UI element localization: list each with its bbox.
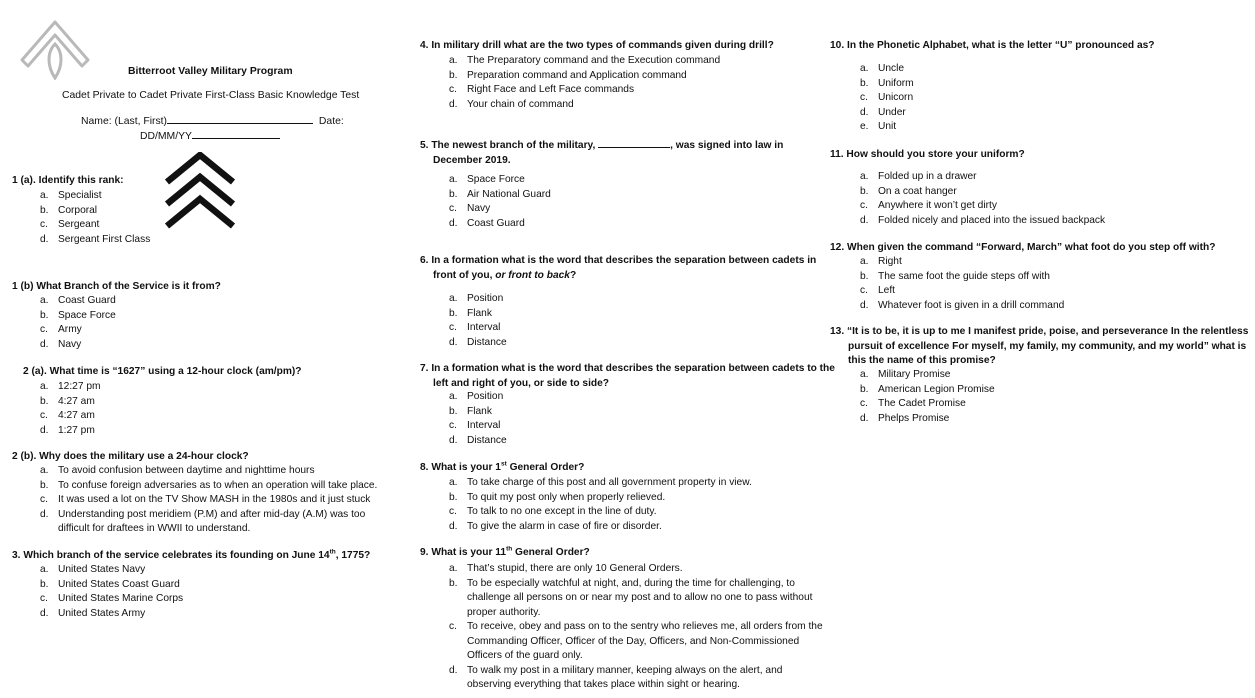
question-2b-options [40,464,410,537]
question-10-options [860,62,1060,135]
option[interactable]: b. Preparation command and Application command [449,69,789,84]
option[interactable]: a. Folded up in a drawer [860,170,1200,185]
ordinal-suffix: th [329,548,336,556]
option[interactable]: b. Flank [449,405,749,420]
question-8-text-end: General Order? [506,462,585,473]
option[interactable]: b. 4:27 am [40,395,240,410]
option[interactable]: d. United States Army [40,607,340,622]
question-13-options [860,368,1160,426]
question-5-text-end: , was signed into law in December 2019. [433,140,784,166]
option[interactable]: c. Sergeant [40,218,240,233]
option[interactable]: a. United States Navy [40,563,340,578]
question-7: 7. In a formation what is the word that describes the separation between cadets to the left and right of you, or side to side? [420,363,835,389]
cadet-private-insignia-icon [20,16,90,80]
option[interactable]: a. To take charge of this post and all government property in view. [449,476,809,491]
option[interactable]: c. Army [40,323,240,338]
option[interactable]: d. Under [860,106,1060,121]
question-6-text: 6. In a formation what is the word that describes the separation between cadets in front of you, [420,255,817,281]
option[interactable]: d. Distance [449,434,749,449]
option[interactable]: d. Whatever foot is given in a drill command [860,299,1200,314]
question-1b: 1 (b) What Branch of the Service is it from? [12,281,221,292]
test-title: Cadet Private to Cadet Private First-Class Basic Knowledge Test [62,90,360,101]
question-12: 12. When given the command “Forward, March” what foot do you step off with? [830,242,1216,253]
option[interactable]: b. Uniform [860,77,1060,92]
option[interactable]: d. Folded nicely and placed into the issued backpack [860,214,1200,229]
question-9-options [449,562,824,693]
ordinal-suffix: th [506,545,513,553]
option[interactable]: c. Left [860,284,1200,299]
question-8-options [449,476,809,534]
option[interactable]: c. Right Face and Left Face commands [449,83,789,98]
question-6 [420,254,835,283]
name-label: Name: (Last, First) [81,116,168,127]
option[interactable]: b. The same foot the guide steps off with [860,270,1200,285]
question-11: 11. How should you store your uniform? [830,149,1025,160]
option[interactable]: a. That’s stupid, there are only 10 General Orders. [449,562,824,577]
question-11-options [860,170,1200,228]
ordinal-suffix: st [500,460,507,468]
option[interactable]: c. It was used a lot on the TV Show MASH in the 1980s and it just stuck [40,493,410,508]
question-8-text: 8. What is your 1 [420,462,501,473]
option[interactable]: b. United States Coast Guard [40,578,340,593]
option[interactable]: a. The Preparatory command and the Execution command [449,54,789,69]
question-1a: 1 (a). Identify this rank: [12,175,124,186]
option[interactable]: c. Navy [449,202,749,217]
date-line [140,128,280,142]
option[interactable]: a. Position [449,390,749,405]
option[interactable]: a. Space Force [449,173,749,188]
option[interactable]: b. To confuse foreign adversaries as to when an operation will take place. [40,479,410,494]
option[interactable]: a. To avoid confusion between daytime and nighttime hours [40,464,410,479]
question-4: 4. In military drill what are the two types of commands given during drill? [420,40,774,51]
option[interactable]: b. To quit my post only when properly relieved. [449,491,809,506]
question-1a-options [40,189,240,247]
option[interactable]: a. Coast Guard [40,294,240,309]
question-3-options [40,563,340,621]
option[interactable]: d. Phelps Promise [860,412,1160,427]
blank-field[interactable] [598,137,670,148]
option[interactable]: d. Sergeant First Class [40,233,240,248]
question-3-text: 3. Which branch of the service celebrates its founding on June 14 [12,550,330,561]
option[interactable]: d. Navy [40,338,240,353]
option[interactable]: d. Coast Guard [449,217,749,232]
question-5-text: 5. The newest branch of the military, [420,140,599,151]
option[interactable]: a. Specialist [40,189,240,204]
question-7-options [449,390,749,448]
question-2b: 2 (b). Why does the military use a 24-hour clock? [12,451,249,462]
option[interactable]: c. Anywhere it won’t get dirty [860,199,1200,214]
option[interactable]: d. To give the alarm in case of fire or disorder. [449,520,809,535]
question-13: 13. “It is to be, it is up to me I manifest pride, poise, and perseverance In the relentless pursuit of excellence For myself, my family, my community, and my world” what is this the name of this promise? [830,326,1249,366]
question-5 [420,137,813,168]
question-8 [420,461,584,476]
question-6-text-end: ? [569,269,577,281]
option[interactable]: d. To walk my post in a military manner, keeping always on the alert, and observing everything that takes place within sight or hearing. [449,664,824,693]
question-9-text-end: General Order? [512,547,590,558]
option[interactable]: d. Your chain of command [449,98,789,113]
question-6-options [449,292,749,350]
name-line [81,113,344,127]
question-9 [420,546,590,561]
question-1b-options [40,294,240,352]
date-field[interactable] [192,128,280,139]
option[interactable]: b. On a coat hanger [860,185,1200,200]
question-12-options [860,255,1200,313]
option[interactable]: a. 12:27 pm [40,380,240,395]
option[interactable]: a. Right [860,255,1200,270]
option[interactable]: a. Uncle [860,62,1060,77]
option[interactable]: c. 4:27 am [40,409,240,424]
date-label: Date: [318,116,344,127]
option[interactable]: d. 1:27 pm [40,424,240,439]
name-field[interactable] [167,113,313,124]
question-6-italic: or front to back [495,269,570,281]
question-3-text-end: , 1775? [335,550,371,561]
option[interactable]: e. Unit [860,120,1060,135]
question-4-options [449,54,789,112]
option[interactable]: c. Unicorn [860,91,1060,106]
date-format: DD/MM/YY [140,131,192,142]
rank-insignia-logo [20,16,90,80]
question-2a: 2 (a). What time is “1627” using a 12-hour clock (am/pm)? [23,366,302,377]
option[interactable]: a. Position [449,292,749,307]
question-9-text: 9. What is your 11 [420,547,507,558]
option[interactable]: a. Military Promise [860,368,1160,383]
option[interactable]: c. To talk to no one except in the line of duty. [449,505,809,520]
question-2a-options [40,380,240,438]
option[interactable]: c. To receive, obey and pass on to the sentry who relieves me, all orders from the Commanding Officer, Officer of the Day, Officers, and Non-Commissioned Officers of the guard only. [449,620,824,664]
option[interactable]: b. American Legion Promise [860,383,1160,398]
option[interactable]: c. The Cadet Promise [860,397,1160,412]
option[interactable]: b. Flank [449,307,749,322]
option[interactable]: c. Interval [449,321,749,336]
option[interactable]: b. To be especially watchful at night, and, during the time for challenging, to challenge all persons on or near my post and to allow no one to pass without proper authority. [449,577,824,621]
option[interactable]: c. Interval [449,419,749,434]
question-3 [12,549,370,564]
option[interactable]: b. Space Force [40,309,240,324]
option[interactable]: d. Understanding post meridiem (P.M) and after mid-day (A.M) was too difficult for draftees in WWII to understand. [40,508,398,537]
question-5-options [449,173,749,231]
option[interactable]: b. Air National Guard [449,188,749,203]
option[interactable]: b. Corporal [40,204,240,219]
option[interactable]: d. Distance [449,336,749,351]
question-10: 10. In the Phonetic Alphabet, what is the letter “U” pronounced as? [830,40,1155,51]
option[interactable]: c. United States Marine Corps [40,592,340,607]
program-name: Bitterroot Valley Military Program [128,66,293,77]
